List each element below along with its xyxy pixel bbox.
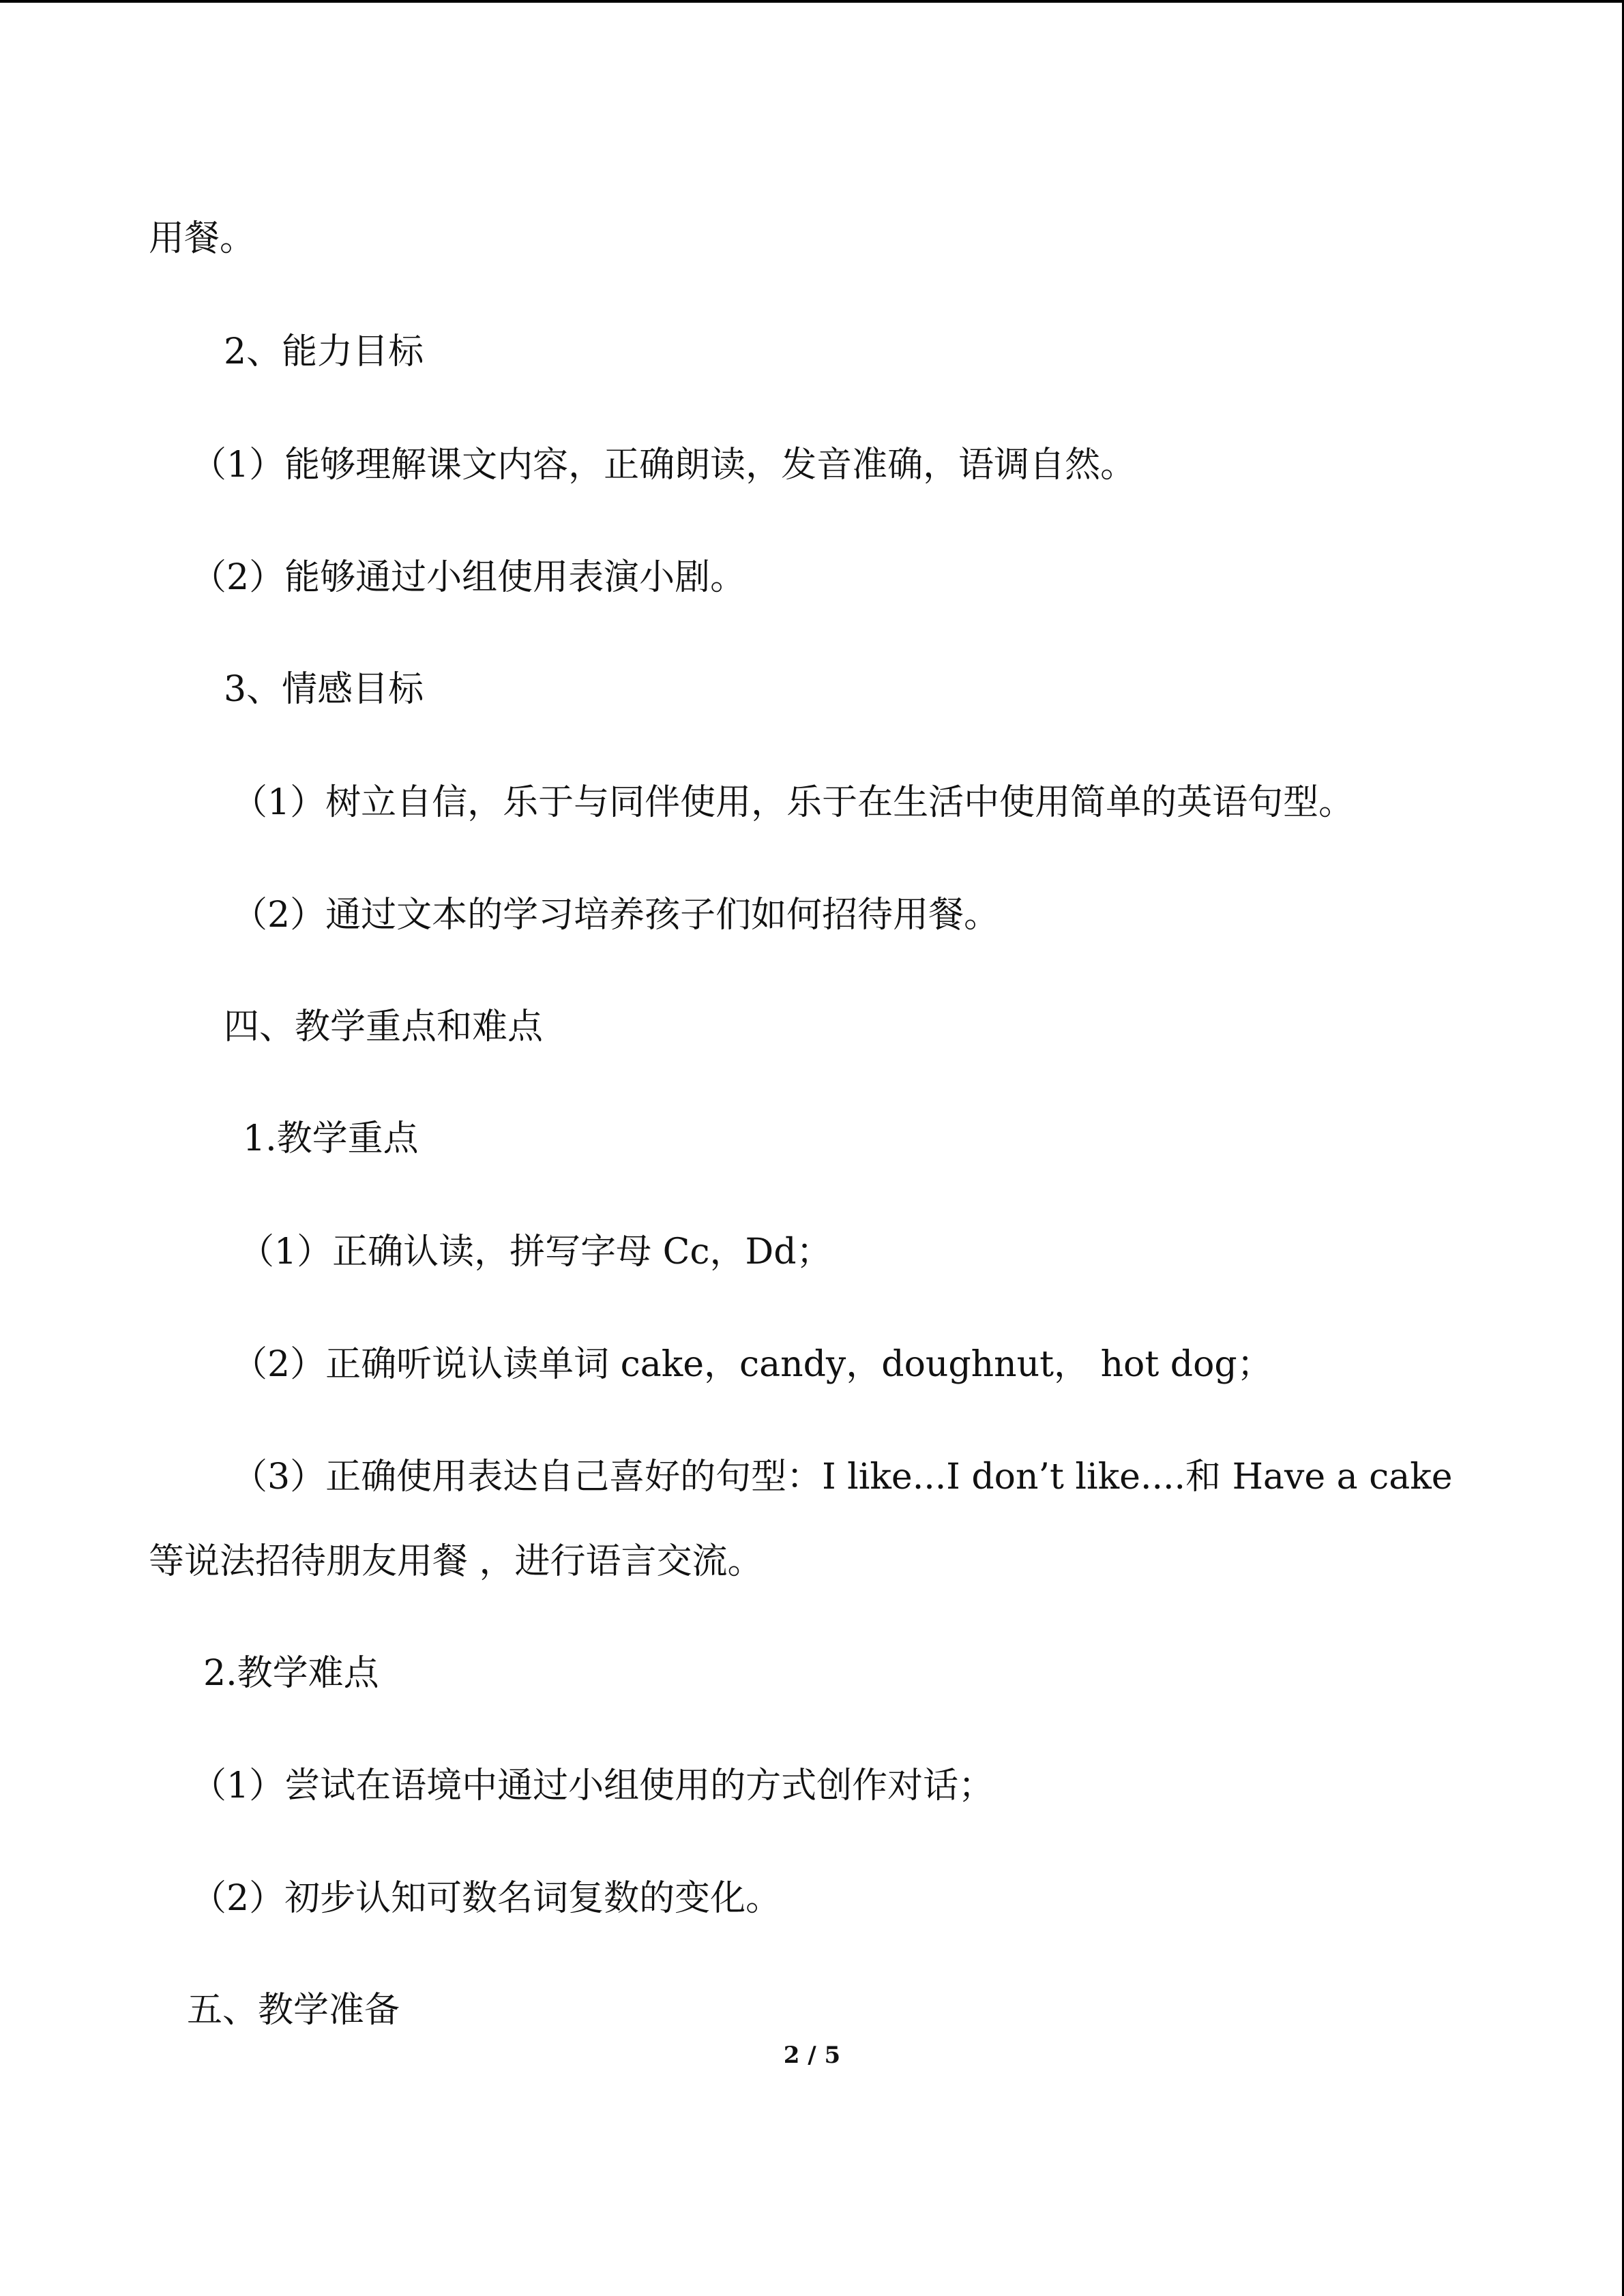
emotional-goal-1: （1）树立自信，乐于与同伴使用，乐于在生活中使用简单的英语句型。 [232, 782, 1355, 823]
top-border [0, 0, 1624, 3]
difficulty-item-1: （1）尝试在语境中通过小组使用的方式创作对话； [191, 1765, 994, 1806]
text-line-continuation: 用餐。 [149, 218, 256, 259]
focus-item-1: （1）正确认读，拼写字母 Cc，Dd； [239, 1232, 832, 1272]
heading-teaching-preparation: 五、教学准备 [187, 1990, 400, 2031]
ability-goal-2: （2）能够通过小组使用表演小剧。 [191, 557, 746, 598]
heading-teaching-difficulty: 2.教学难点 [203, 1653, 379, 1694]
ability-goal-1: （1）能够理解课文内容，正确朗读，发音准确，语调自然。 [191, 445, 1136, 486]
focus-item-2: （2）正确听说认读单词 cake，candy，doughnut， hot dog； [232, 1344, 1273, 1385]
focus-item-3: （3）正确使用表达自己喜好的句型：I like...I don’t like....和 Have a cake [232, 1457, 1453, 1497]
emotional-goal-2: （2）通过文本的学习培养孩子们如何招待用餐。 [232, 895, 1000, 936]
page-number: 2 / 5 [783, 2042, 841, 2069]
difficulty-item-2: （2）初步认知可数名词复数的变化。 [191, 1878, 782, 1919]
focus-item-3-continuation: 等说法招待朋友用餐 ，进行语言交流。 [149, 1541, 763, 1582]
heading-emotional-goals: 3、情感目标 [224, 669, 424, 710]
heading-key-and-difficult-points: 四、教学重点和难点 [224, 1007, 544, 1047]
heading-teaching-focus: 1.教学重点 [243, 1118, 419, 1159]
heading-ability-goals: 2、能力目标 [224, 331, 424, 372]
